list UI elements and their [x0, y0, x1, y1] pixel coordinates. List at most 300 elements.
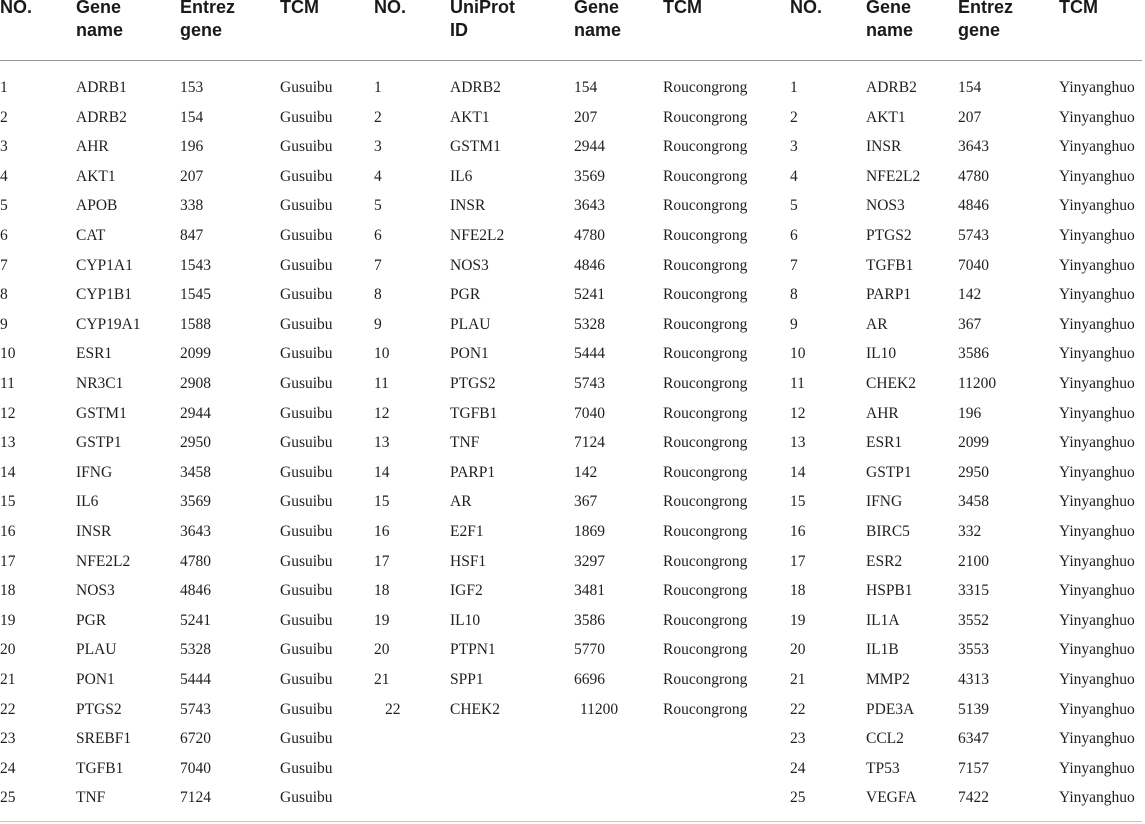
gene-id: 3643 — [574, 197, 605, 215]
gene-name: AHR — [866, 404, 899, 422]
tcm-name: Gusuibu — [280, 315, 333, 333]
gene-name: VEGFA — [866, 789, 917, 807]
gene-name: IFNG — [76, 463, 113, 481]
row-number: 4 — [374, 167, 382, 185]
gene-id: 3458 — [958, 493, 989, 511]
tcm-name: Gusuibu — [280, 700, 333, 718]
row-number: 12 — [0, 404, 16, 422]
tcm-name: Roucongrong — [663, 138, 748, 156]
row-number: 5 — [790, 197, 798, 215]
gene-id: 5241 — [574, 286, 605, 304]
gene-id: 2944 — [180, 404, 211, 422]
gene-id: 7157 — [958, 759, 989, 777]
gene-id: 2908 — [180, 375, 211, 392]
row-number: 12 — [374, 404, 390, 422]
gene-id: 3315 — [958, 582, 989, 600]
row-number: 19 — [790, 611, 806, 629]
tcm-name: Roucongrong — [663, 463, 748, 481]
tcm-name: Roucongrong — [663, 197, 748, 215]
gene-id: 2950 — [180, 434, 211, 452]
gene-name: GSTM1 — [450, 138, 501, 156]
gene-id: 142 — [958, 286, 982, 304]
gene-name: AHR — [76, 138, 109, 156]
gene-id: 6696 — [574, 671, 605, 688]
tcm-name: Roucongrong — [663, 256, 748, 274]
gene-id: 1588 — [180, 315, 211, 333]
row-number: 10 — [0, 345, 16, 363]
gene-name: INSR — [450, 197, 486, 215]
column-header-line: Entrez — [180, 0, 236, 17]
row-number: 22 — [790, 700, 806, 718]
gene-name: CYP1A1 — [76, 256, 133, 274]
gene-id: 5444 — [180, 671, 211, 688]
bottom-rule — [0, 821, 1142, 822]
gene-id: 5770 — [574, 641, 605, 659]
tcm-name: Roucongrong — [663, 671, 748, 688]
column-header — [663, 0, 702, 19]
gene-name: TGFB1 — [76, 759, 124, 777]
row-number: 5 — [0, 197, 8, 215]
row-number: 22 — [0, 700, 16, 718]
tcm-name: Yinyanghuo — [1059, 315, 1135, 333]
gene-name: PTGS2 — [76, 700, 122, 718]
column-header — [958, 0, 1013, 42]
row-number: 7 — [790, 256, 798, 274]
gene-id: 7040 — [574, 404, 605, 422]
row-number: 17 — [790, 552, 806, 570]
row-number: 13 — [0, 434, 16, 452]
gene-name: PTPN1 — [450, 641, 496, 659]
tcm-name: Gusuibu — [280, 256, 333, 274]
gene-id: 4780 — [180, 552, 211, 570]
tcm-name: Roucongrong — [663, 108, 748, 126]
gene-id: 3586 — [958, 345, 989, 363]
gene-id: 3297 — [574, 552, 605, 570]
gene-id: 5241 — [180, 611, 211, 629]
row-number: 16 — [374, 523, 390, 540]
row-number: 14 — [374, 463, 390, 481]
gene-id: 154 — [180, 108, 204, 126]
row-number: 21 — [374, 671, 390, 688]
tcm-name: Yinyanghuo — [1059, 523, 1135, 540]
row-number: 25 — [0, 789, 16, 807]
gene-id: 3458 — [180, 463, 211, 481]
row-number: 19 — [0, 611, 16, 629]
row-number: 18 — [0, 582, 16, 600]
gene-name: CYP19A1 — [76, 315, 141, 333]
row-number: 10 — [374, 345, 390, 363]
gene-id: 367 — [958, 315, 982, 333]
tcm-name: Yinyanghuo — [1059, 759, 1135, 777]
column-header — [790, 0, 822, 19]
row-number: 24 — [0, 759, 16, 777]
tcm-name: Yinyanghuo — [1059, 434, 1135, 452]
row-number: 14 — [0, 463, 16, 481]
gene-name: GSTP1 — [76, 434, 122, 452]
row-number: 21 — [0, 671, 16, 688]
column-header-line: Gene — [574, 0, 620, 17]
tcm-name: Yinyanghuo — [1059, 108, 1135, 126]
row-number: 3 — [374, 138, 382, 156]
gene-id: 3481 — [574, 582, 605, 600]
tcm-name: Gusuibu — [280, 789, 333, 807]
gene-id: 847 — [180, 227, 204, 244]
gene-id: 196 — [958, 404, 982, 422]
gene-id: 5743 — [958, 227, 989, 244]
gene-id: 4780 — [958, 167, 989, 185]
tcm-name: Roucongrong — [663, 227, 748, 244]
tcm-name: Gusuibu — [280, 641, 333, 659]
gene-id: 7124 — [180, 789, 211, 807]
gene-name: PGR — [76, 611, 107, 629]
tcm-name: Yinyanghuo — [1059, 404, 1135, 422]
tcm-name: Roucongrong — [663, 582, 748, 600]
gene-name: NOS3 — [450, 256, 489, 274]
column-header — [374, 0, 406, 19]
gene-name: PARP1 — [450, 463, 496, 481]
row-number: 6 — [374, 227, 382, 244]
row-number: 9 — [0, 315, 8, 333]
row-number: 19 — [374, 611, 390, 629]
row-number: 14 — [790, 463, 806, 481]
row-number: 15 — [374, 493, 390, 511]
gene-id: 5743 — [574, 375, 605, 392]
column-header-line: name — [866, 20, 914, 40]
row-number: 23 — [0, 730, 16, 748]
gene-id: 4846 — [958, 197, 989, 215]
row-number: 16 — [790, 523, 806, 540]
gene-name: CCL2 — [866, 730, 904, 748]
gene-name: PDE3A — [866, 700, 915, 718]
gene-name: CHEK2 — [866, 375, 916, 392]
row-number: 3 — [0, 138, 8, 156]
gene-name: NR3C1 — [76, 375, 124, 392]
row-number: 7 — [374, 256, 382, 274]
tcm-name: Gusuibu — [280, 523, 333, 540]
row-number: 6 — [790, 227, 798, 244]
tcm-name: Yinyanghuo — [1059, 286, 1135, 304]
gene-name: PLAU — [450, 315, 491, 333]
gene-name: PGR — [450, 286, 481, 304]
gene-id: 5444 — [574, 345, 605, 363]
tcm-name: Gusuibu — [280, 552, 333, 570]
row-number: 8 — [0, 286, 8, 304]
column-header — [0, 0, 32, 19]
header-rule — [0, 60, 1142, 61]
row-number: 2 — [374, 108, 382, 126]
gene-name: GSTM1 — [76, 404, 127, 422]
column-header-line: NO. — [374, 0, 407, 17]
gene-id: 154 — [958, 79, 982, 96]
tcm-name: Yinyanghuo — [1059, 197, 1135, 215]
gene-name: BIRC5 — [866, 523, 910, 540]
tcm-name: Yinyanghuo — [1059, 789, 1135, 807]
row-number: 8 — [374, 286, 382, 304]
tcm-name: Gusuibu — [280, 671, 333, 688]
gene-id: 5328 — [180, 641, 211, 659]
row-number: 17 — [0, 552, 16, 570]
column-header — [574, 0, 621, 42]
gene-id: 2099 — [958, 434, 989, 452]
tcm-name: Gusuibu — [280, 463, 333, 481]
gene-name: MMP2 — [866, 671, 910, 688]
tcm-name: Gusuibu — [280, 79, 333, 96]
column-header-line: name — [76, 20, 124, 40]
row-number: 20 — [374, 641, 390, 659]
gene-name: AKT1 — [450, 108, 490, 126]
tcm-name: Roucongrong — [663, 611, 748, 629]
gene-name: ADRB2 — [866, 79, 917, 96]
gene-name: IL1A — [866, 611, 900, 629]
gene-name: ESR1 — [76, 345, 113, 363]
row-number: 18 — [374, 582, 390, 600]
row-number: 11 — [790, 375, 805, 392]
gene-name: INSR — [76, 523, 112, 540]
row-number: 17 — [374, 552, 390, 570]
tcm-name: Roucongrong — [663, 700, 748, 718]
tcm-name: Roucongrong — [663, 493, 748, 511]
gene-name: NOS3 — [76, 582, 115, 600]
row-number: 10 — [790, 345, 806, 363]
gene-id: 2944 — [574, 138, 605, 156]
gene-name: E2F1 — [450, 523, 484, 540]
tcm-name: Yinyanghuo — [1059, 493, 1135, 511]
gene-name: NOS3 — [866, 197, 905, 215]
gene-name: IGF2 — [450, 582, 483, 600]
tcm-name: Roucongrong — [663, 404, 748, 422]
tcm-name: Roucongrong — [663, 641, 748, 659]
gene-name: TP53 — [866, 759, 900, 777]
column-header-line: NO. — [0, 0, 33, 17]
gene-name: IL6 — [76, 493, 99, 511]
gene-name: CHEK2 — [450, 700, 500, 718]
gene-name: TNF — [76, 789, 106, 807]
gene-id: 207 — [574, 108, 598, 126]
gene-id: 3552 — [958, 611, 989, 629]
column-header-line: NO. — [790, 0, 823, 17]
gene-name: PLAU — [76, 641, 117, 659]
column-header-line: UniProt — [450, 0, 515, 17]
row-number: 18 — [790, 582, 806, 600]
row-number: 5 — [374, 197, 382, 215]
gene-name: NFE2L2 — [450, 227, 505, 244]
column-header-line: gene — [180, 20, 223, 40]
column-header — [1059, 0, 1098, 19]
gene-id: 3569 — [180, 493, 211, 511]
row-number: 15 — [790, 493, 806, 511]
tcm-name: Yinyanghuo — [1059, 700, 1135, 718]
gene-name: PON1 — [76, 671, 115, 688]
gene-name: SPP1 — [450, 671, 484, 688]
row-number: 15 — [0, 493, 16, 511]
tcm-name: Yinyanghuo — [1059, 167, 1135, 185]
gene-id: 5743 — [180, 700, 211, 718]
column-header-line: Entrez — [958, 0, 1014, 17]
gene-name: AKT1 — [76, 167, 116, 185]
gene-id: 7422 — [958, 789, 989, 807]
gene-id: 2100 — [958, 552, 989, 570]
tcm-name: Roucongrong — [663, 79, 748, 96]
gene-name: AR — [450, 493, 472, 511]
column-header — [450, 0, 515, 42]
gene-id: 2099 — [180, 345, 211, 363]
row-number: 13 — [374, 434, 390, 452]
column-header-line: TCM — [663, 0, 702, 17]
tcm-name: Yinyanghuo — [1059, 375, 1135, 392]
row-number: 22 — [385, 700, 401, 718]
gene-name: NFE2L2 — [76, 552, 131, 570]
tcm-name: Gusuibu — [280, 197, 333, 215]
tcm-name: Gusuibu — [280, 286, 333, 304]
row-number: 8 — [790, 286, 798, 304]
tcm-name: Yinyanghuo — [1059, 227, 1135, 244]
row-number: 24 — [790, 759, 806, 777]
tcm-name: Roucongrong — [663, 434, 748, 452]
tcm-name: Roucongrong — [663, 375, 748, 392]
gene-name: TNF — [450, 434, 480, 452]
gene-name: IL1B — [866, 641, 899, 659]
gene-id: 3643 — [958, 138, 989, 156]
row-number: 7 — [0, 256, 8, 274]
gene-name: GSTP1 — [866, 463, 912, 481]
column-header-line: Gene — [866, 0, 912, 17]
tcm-name: Yinyanghuo — [1059, 256, 1135, 274]
tcm-name: Gusuibu — [280, 759, 333, 777]
column-header — [280, 0, 319, 19]
row-number: 1 — [790, 79, 798, 96]
row-number: 4 — [0, 167, 8, 185]
row-number: 13 — [790, 434, 806, 452]
column-header — [866, 0, 913, 42]
row-number: 2 — [0, 108, 8, 126]
row-number: 20 — [0, 641, 16, 659]
gene-name: HSF1 — [450, 552, 487, 570]
gene-name: INSR — [866, 138, 902, 156]
row-number: 16 — [0, 523, 16, 540]
gene-id: 154 — [574, 79, 598, 96]
gene-id: 5328 — [574, 315, 605, 333]
row-number: 9 — [374, 315, 382, 333]
row-number: 4 — [790, 167, 798, 185]
tcm-name: Gusuibu — [280, 582, 333, 600]
tcm-name: Gusuibu — [280, 404, 333, 422]
gene-name: HSPB1 — [866, 582, 913, 600]
row-number: 21 — [790, 671, 806, 688]
gene-name: PTGS2 — [450, 375, 496, 392]
tcm-name: Roucongrong — [663, 345, 748, 363]
gene-id: 1869 — [574, 523, 605, 540]
row-number: 23 — [790, 730, 806, 748]
gene-id: 3643 — [180, 523, 211, 540]
column-header-line: TCM — [280, 0, 319, 17]
gene-id: 4846 — [574, 256, 605, 274]
tcm-name: Gusuibu — [280, 434, 333, 452]
gene-id: 11200 — [580, 700, 619, 718]
tcm-name: Gusuibu — [280, 493, 333, 511]
gene-name: PTGS2 — [866, 227, 912, 244]
gene-id: 207 — [958, 108, 982, 126]
gene-name: ESR1 — [866, 434, 903, 452]
column-header-line: TCM — [1059, 0, 1098, 17]
gene-name: IL6 — [450, 167, 473, 185]
column-header — [180, 0, 235, 42]
gene-id: 367 — [574, 493, 598, 511]
gene-name: NFE2L2 — [866, 167, 921, 185]
row-number: 25 — [790, 789, 806, 807]
gene-id: 3569 — [574, 167, 605, 185]
gene-id: 2950 — [958, 463, 989, 481]
gene-id: 207 — [180, 167, 204, 185]
gene-id: 3553 — [958, 641, 989, 659]
gene-name: APOB — [76, 197, 118, 215]
tcm-name: Yinyanghuo — [1059, 582, 1135, 600]
row-number: 11 — [374, 375, 389, 392]
tcm-name: Gusuibu — [280, 227, 333, 244]
gene-id: 5139 — [958, 700, 989, 718]
gene-id: 142 — [574, 463, 598, 481]
tcm-name: Gusuibu — [280, 730, 333, 748]
gene-name: CYP1B1 — [76, 286, 132, 304]
row-number: 3 — [790, 138, 798, 156]
tcm-name: Yinyanghuo — [1059, 730, 1135, 748]
gene-name: TGFB1 — [866, 256, 914, 274]
gene-name: PON1 — [450, 345, 489, 363]
row-number: 9 — [790, 315, 798, 333]
tcm-name: Yinyanghuo — [1059, 671, 1135, 688]
tcm-name: Yinyanghuo — [1059, 463, 1135, 481]
tcm-name: Gusuibu — [280, 345, 333, 363]
tcm-name: Gusuibu — [280, 611, 333, 629]
gene-name: CAT — [76, 227, 106, 244]
tcm-name: Gusuibu — [280, 138, 333, 156]
column-header-line: ID — [450, 20, 468, 40]
gene-name: ADRB2 — [450, 79, 501, 96]
row-number: 20 — [790, 641, 806, 659]
column-header — [76, 0, 123, 42]
column-header-line: gene — [958, 20, 1001, 40]
gene-id: 4780 — [574, 227, 605, 244]
row-number: 12 — [790, 404, 806, 422]
gene-id: 6720 — [180, 730, 211, 748]
tcm-name: Roucongrong — [663, 523, 748, 540]
tcm-name: Yinyanghuo — [1059, 641, 1135, 659]
gene-id: 7040 — [180, 759, 211, 777]
tcm-name: Roucongrong — [663, 286, 748, 304]
gene-name: SREBF1 — [76, 730, 132, 748]
gene-id: 6347 — [958, 730, 989, 748]
tcm-name: Roucongrong — [663, 315, 748, 333]
gene-name: IFNG — [866, 493, 903, 511]
tcm-name: Gusuibu — [280, 167, 333, 185]
tcm-name: Gusuibu — [280, 108, 333, 126]
tcm-name: Yinyanghuo — [1059, 79, 1135, 96]
gene-name: ADRB2 — [76, 108, 127, 126]
tcm-name: Roucongrong — [663, 552, 748, 570]
gene-id: 7040 — [958, 256, 989, 274]
gene-name: IL10 — [450, 611, 481, 629]
row-number: 11 — [0, 375, 15, 392]
gene-id: 3586 — [574, 611, 605, 629]
column-header-line: Gene — [76, 0, 122, 17]
gene-name: ESR2 — [866, 552, 903, 570]
gene-name: TGFB1 — [450, 404, 498, 422]
gene-id: 11200 — [958, 375, 997, 392]
gene-name: IL10 — [866, 345, 897, 363]
row-number: 6 — [0, 227, 8, 244]
gene-id: 1543 — [180, 256, 211, 274]
tcm-name: Yinyanghuo — [1059, 345, 1135, 363]
tcm-name: Gusuibu — [280, 375, 333, 392]
